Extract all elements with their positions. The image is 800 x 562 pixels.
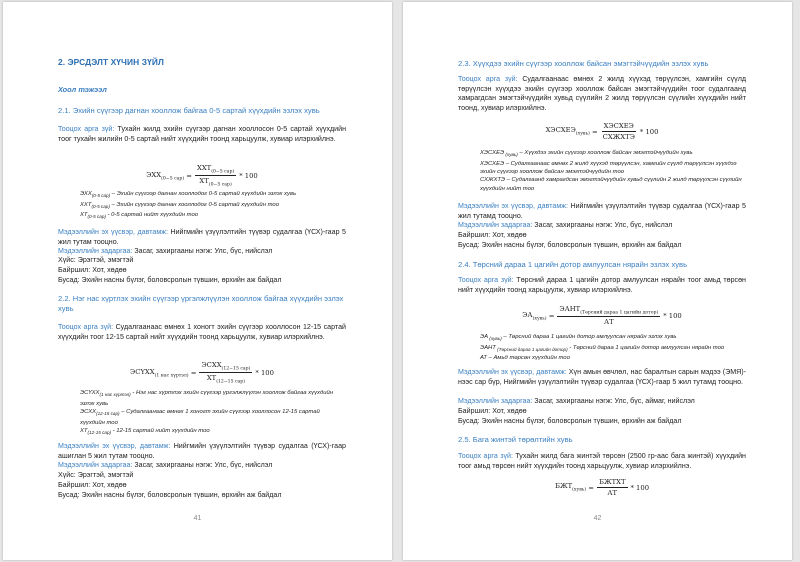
formula-fraction: $\frac{\text{БЖТХТ}}{АТ}$ [598,478,626,497]
disaggregation-line: Байршил: Хот, хөдөө [58,266,127,274]
formula-multiplier: * 100 [639,127,659,136]
definition-line: $ХТ_{(12-15 сар)} - 12-15$ сартай нийт хүүхдийн тоо [80,427,210,436]
section-2-1-source: Мэдээллийн эх үүсвэр, давтамж: Нийгмийн үзүүлэлтийн түүвэр судалгаа (ҮСХ)-гаар 5 жил тутам тооцно. [58,228,346,246]
formula-lhs: $ЭСҮХХ_{(1 нас хүртэл)}$ [130,367,189,379]
definition-line: ХЭСХЕЭ $_{(хувь)}$ – Хүүхдээ эхийн сүүгээр хооллож байсан эмэгтэйчүүдийн хувь [480,150,693,158]
section-2-3-title: 2.3. Хүүхдээ эхийн сүүгээр хооллож байсан эмэгтэйчүүдийн эзлэх хувь [458,59,709,68]
definition-line: $ЭСҮХХ_{(1 нас хүртэл)}$ - Нэг нас хүртлэх эхийн сүүгээр үргэлжлүүлэн хооллож байгаа хүүхдийн эзлэх хувь [80,390,334,407]
disaggregation-line: Хүйс: Эрэгтэй, эмэгтэй [58,471,134,479]
formula-2-3: $ХЭСХЕЭ_{(хувь)}$ = $\frac{\text{ХЭСХЕЭ}}{\text{СХЖХТЭ}}$ * 100 [545,122,659,141]
disaggregation-line: Байршил: Хот, хөдөө [458,407,527,415]
formula-2-5: $БЖТ_{(хувь)}$ = $\frac{\text{БЖТХТ}}{АТ}$ * 100 [554,478,650,497]
formula-2-3-definitions [480,149,746,193]
formula-2-2-definitions [80,389,346,438]
disaggregation-line: Хүйс: Эрэгтэй, эмэгтэй [58,256,134,264]
disaggregation-line: Байршил: Хот, хөдөө [458,231,527,239]
definition-line: $ХХТ_{(0-5 сар)}$ – Эхийн сүүгээр дагнан хооллодог 0-5 сартай хүүхдийн тоо [80,201,279,209]
disaggregation-line: Бусад: Эхийн насны бүлэг, боловсролын түвшин, өрхийн аж байдал [458,241,682,249]
formula-2-1: $ЭХХ_{(0-5 сар)}$ = $\frac{ХХТ_{(0-5 сар)}}{ХТ_{(0-5 сар)}}$ * 100 [146,164,258,188]
formula-lhs: $ЭА_{(хувь)}$ [522,310,547,321]
formula-fraction: $\frac{ЭСХХ_{(12-15 сар)}}{ХТ_{(12-15 сар)}}$ [201,361,251,385]
disaggregation-line: Байршил: Хот, хөдөө [58,481,127,489]
chapter-title: 2. ЭРСДЭЛТ ХҮЧИН ЗҮЙЛ [58,57,164,67]
formula-fraction: $\frac{ХХТ_{(0-5 сар)}}{ХТ_{(0-5 сар)}}$ [196,164,235,188]
document-page-41 [3,2,392,560]
section-2-1-disaggregation: Мэдээллийн задаргаа: Засаг, захиргааны нэгж: Улс, бүс, нийслэл [58,247,273,255]
section-2-4-title: 2.4. Төрсний дараа 1 цагийн дотор амлуулсан нярайн эзлэх хувь [458,260,688,269]
definition-line: $ЭХХ_{(0-5 сар)}$ – Эхийн сүүгээр дагнан хооллодог 0-5 сартай хүүхдийн эзлэх хувь [80,191,297,199]
section-2-3-disaggregation: Мэдээллийн задаргаа: Засаг, захиргааны нэгж: Улс, бүс, нийслэл [458,221,673,229]
definition-line: АТ – Амьд төрсөн хүүхдийн тоо [480,355,570,362]
definition-line: ЭАНТ $_{(Төрсний дараа 1 цагийн дотор)}$ - Төрсний дараа 1 цагийн дотор амлуулсан нярайн тоо [480,344,725,352]
disaggregation-line: Бусад: Эхийн насны бүлэг, боловсролын түвшин, өрхийн аж байдал [58,491,282,499]
section-2-4-disaggregation: Мэдээллийн задаргаа: Засаг, захиргааны нэгж: Улс, бүс, аймаг, нийслэл [458,397,695,405]
formula-multiplier: * 100 [255,368,274,377]
formula-multiplier: * 100 [239,171,258,180]
formula-2-4-definitions [480,333,746,363]
definition-line: $ХТ_{(0-5 сар)} - 0-5$ сартай нийт хүүхдийн тоо [80,212,199,220]
section-2-1-method [58,125,346,144]
formula-fraction: $\frac{\text{ХЭСХЕЭ}}{\text{СХЖХТЭ}}$ [602,122,635,141]
section-2-1-title: 2.1. Эхийн сүүгээр дагнан хооллож байгаа 0-5 сартай хүүхдийн эзлэх хувь [58,106,320,115]
formula-2-2: $ЭСҮХХ_{(1 нас хүртэл)}$ = $\frac{ЭСХХ_{(12-15 сар)}}{ХТ_{(12-15 сар)}}$ * 100 [130,361,274,385]
definition-line: ЭА $_{(хувь)}$ – Төрсний дараа 1 цагийн дотор амлуулсан нярайн эзлэх хувь [480,334,677,342]
disaggregation-line: Бусад: Эхийн насны бүлэг, боловсролын түвшин, өрхийн аж байдал [458,417,682,425]
section-2-2-method: Тооцох арга зүй: Судалгаанаас өмнөх 1 хоногт эхийн сүүгээр хооллосон 12-15 сартай хүүхдийн тоог 12-15 сартай нийт хүүхдийн тоонд харьцуулж, хувиар илэрхийлнэ. [58,323,346,341]
definition-line: $ЭСХХ_{(12-15 сар)}$ – Судалгаанаас өмнөх 1 хоногт эхийн сүүгээр хооллосон 12-15 сартай хүүхдийн тоо [80,408,320,426]
formula-fraction: $\frac{ЭАНТ_{(Төрсний дараа 1 цагийн дотор)}}{АТ}$ [559,305,659,327]
section-2-3-source: Мэдээллийн эх үүсвэр, давтамж: Нийгмийн үзүүлэлтийн түүвэр судалгаа (ҮСХ)-гаар 5 жил тутамд тооцно. [458,202,746,220]
method-label: Тооцох арга зүй: [58,125,115,133]
section-2-5-title: 2.5. Бага жинтэй төрөлтийн хувь [458,435,573,444]
section-2-5-method: Тооцох арга зүй: Тухайн жилд бага жинтэй төрсөн (2500 гр-аас бага жинтэй) хүүхдийн тоог амьд төрсөн нийт хүүхдийн тоонд харьцуулж, хувиар илэрхийлнэ. [458,452,746,470]
disaggregation-line: Бусад: Эхийн насны бүлэг, боловсролын түвшин, өрхийн аж байдал [58,276,282,284]
formula-multiplier: * 100 [663,311,682,320]
section-2-2-title: 2.2. Нэг нас хүртлэх эхийн сүүгээр үргэлжлүүлэн хооллож байгаа хүүхдийн эзлэх хувь [58,294,344,313]
formula-lhs: $ЭХХ_{(0-5 сар)}$ [146,170,185,182]
formula-2-1-definitions [80,190,346,222]
page-number: 42 [593,515,602,522]
definition-line: ХЭСХЕЭ – Судалгаанаас өмнөх 2 жилд хүүхэд төрүүлсэн, хамгийн сүүлд төрүүлсэн хүүхдээ эхийн сүүгээр хооллож байсан эмэгтэйчүүдийн тоо [480,160,737,175]
page-number: 41 [193,515,202,522]
section-2-4-method: Тооцох арга зүй: Төрсний дараа 1 цагийн дотор амлуулсан нярайн тоог амьд төрсөн нийт хүүхдийн тоонд харьцуулж, хувиар илэрхийлнэ. [458,276,746,294]
formula-multiplier: * 100 [630,483,650,492]
subsection-title: Хоол тэжээл [58,85,107,94]
document-page-42 [403,2,792,560]
formula-lhs: $БЖТ_{(хувь)}$ [554,482,587,493]
section-2-2-disaggregation: Мэдээллийн задаргаа: Засаг, захиргааны нэгж: Улс, бүс, нийслэл [58,461,273,469]
section-2-2-source: Мэдээллийн эх үүсвэр, давтамж: Нийгмийн үзүүлэлтийн түүвэр судалгаа (ҮСХ)-гаар ашиглан 5 жил тутам тооцно. [58,442,346,460]
definition-line: СХЖХТЭ – Судалгаанд хамрагдсан эмэгтэйчүүдийн хувьд сүүлийн 2 жилд төрүүлсэн сүүлийн хүүхдийн нийт тоо [480,177,742,192]
section-2-3-method: Тооцох арга зүй: Судалгаанаас өмнөх 2 жилд хүүхэд төрүүлсэн, хамгийн сүүлд төрүүлсэн хүүхдээ эхийн сүүгээр хооллож байсан эмэгтэйчүүдийн тоог судалгаанд хамрагдсан эмэгтэйчүүдийн хувьд сүүлийн 2 жилд төрүүлсэн сүүлийн хүүхдийн нийт тоонд, хувиар илэрхийлнэ. [458,75,746,112]
method-text: Тухайн жилд эхийн сүүгээр дагнан хооллосон 0-5 сартай хүүхдийн тоог тухайн жилийн 0-5 сартай нийт хүүхдийн тоонд харьцуулж, хувиар илэрхийлнэ. [58,125,346,143]
formula-2-4: $ЭА_{(хувь)}$ = $\frac{ЭАНТ_{(Төрсний дараа 1 цагийн дотор)}}{АТ}$ * 100 [522,305,682,327]
formula-lhs: $ХЭСХЕЭ_{(хувь)}$ [545,126,590,137]
section-2-4-source: Мэдээллийн эх үүсвэр, давтамж: Хүн амын өвчлөл, нас баралтын сарын мэдээ (ЭМЯ)-нээс сар бүр, Нийгмийн үзүүлэлтийн түүвэр судалгаа (ҮСХ)-гаар 5 жил тутамд тооцно. [458,368,746,386]
